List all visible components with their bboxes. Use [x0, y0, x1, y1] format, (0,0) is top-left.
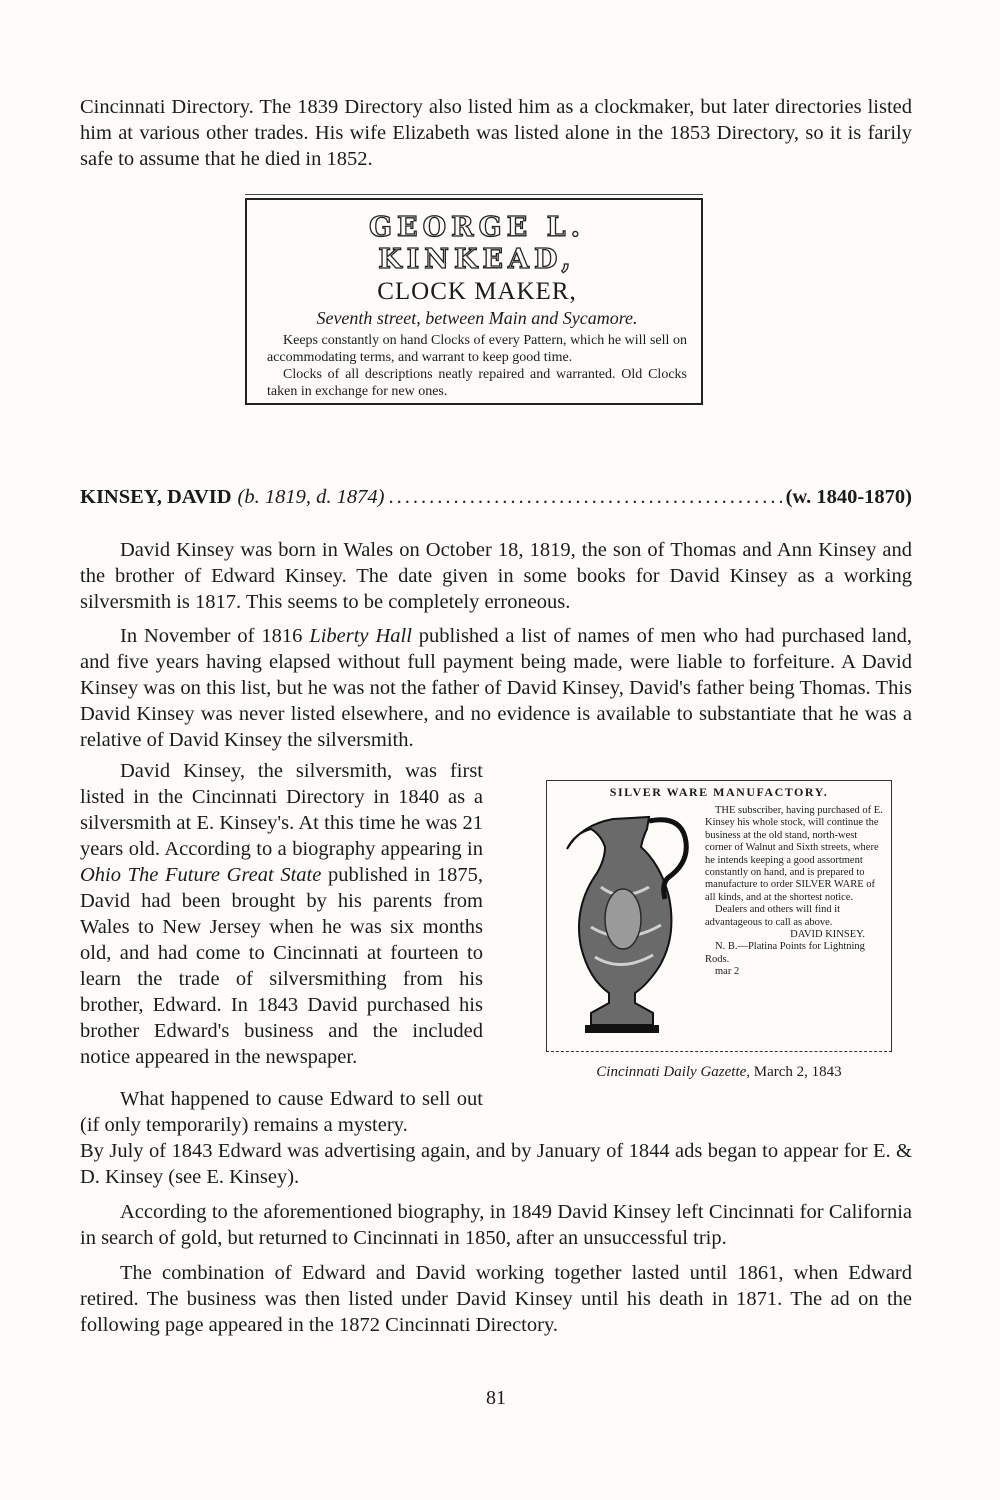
- paragraph: [80, 623, 912, 753]
- entry-heading: [80, 484, 912, 510]
- figure-caption: [546, 1064, 892, 1081]
- ad-signature: DAVID KINSEY.: [790, 929, 865, 941]
- ad-line: Keeps constantly on hand Clocks of every Pattern, which he will sell on accommodating terms, and warrant to keep good time.: [267, 333, 687, 365]
- newspaper-title: Liberty Hall: [309, 625, 412, 647]
- ad-line: Dealers and others will find it advantageous to call as above.: [705, 904, 841, 928]
- kinkead-clock-maker-advertisement: [245, 198, 703, 405]
- text-run: David Kinsey, the silversmith, was first listed in the Cincinnati Directory in 1840 as a silversmith at E. Kinsey's. At this time he was 21 years old. According to a biography appearing in: [80, 760, 483, 860]
- ad-date: mar 2: [715, 966, 740, 978]
- text-run: published in 1875, David had been brought by his parents from Wales to New Jersey when he was six months old, and had come to Cincinnati at fourteen to learn the trade of silversmithing from his brother, Edward. In 1843 David purchased his brother Edward's business and the included notice appeared in the newspaper.: [80, 864, 484, 1068]
- closing-section: [80, 1138, 912, 1338]
- text-run: published a list of names of men who had purchased land, and five years having elapsed without full payment being made, were liable to forfeiture.: [80, 625, 912, 673]
- ad-trade: CLOCK MAKER,: [377, 278, 577, 305]
- paragraph: David Kinsey was born in Wales on October 18, 1819, the son of Thomas and Ann Kinsey and the brother of Edward Kinsey. The date given in some books for David Kinsey as a working silversmith is 1817. This seems to be completely erroneous.: [80, 539, 912, 613]
- ad-text: [705, 805, 885, 979]
- text-run: A David Kinsey was on this list, but he was not the father of David Kinsey, David's father being Thomas. This David Kinsey was never listed elsewhere, and no evidence is available to substantiate that he was a relative of David Kinsey the silversmith.: [80, 651, 912, 751]
- caption-source: Cincinnati Daily Gazette,: [596, 1064, 751, 1080]
- caption-date: March 2, 1843: [750, 1064, 842, 1080]
- page-number: 81: [486, 1387, 506, 1409]
- paragraph: The combination of Edward and David working together lasted until 1861, when Edward retired. The business was then listed under David Kinsey until his death in 1871. The ad on the following page appeared in the 1872 Cincinnati Directory.: [80, 1262, 912, 1336]
- biography-section: [80, 537, 912, 753]
- silver-ware-advertisement: [546, 780, 892, 1052]
- ad-line: Clocks of all descriptions neatly repaired and warranted. Old Clocks taken in exchange for new ones.: [267, 367, 687, 399]
- text-run: In November of 1816: [120, 625, 310, 647]
- entry-working-years: (w. 1840-1870): [785, 486, 912, 508]
- ewer-illustration: [561, 807, 696, 1039]
- ad-note: N. B.—Platina Points for Lightning Rods.: [705, 941, 865, 965]
- intro-paragraph: Cincinnati Directory. The 1839 Directory also listed him as a clockmaker, but later directories listed him at various other trades. His wife Elizabeth was listed alone in the 1853 Directory, so it is farily safe to assume that he died in 1852.: [80, 96, 912, 170]
- ad-name: GEORGE L. KINKEAD,: [368, 212, 586, 275]
- entry-dates: (b. 1819, d. 1874): [237, 486, 385, 508]
- leader-dots: [388, 484, 781, 510]
- book-title: Ohio The Future Great State: [80, 864, 322, 886]
- paragraph: According to the aforementioned biography, in 1849 David Kinsey left Cincinnati for California in search of gold, but returned to Cincinnati in 1850, after an unsuccessful trip.: [80, 1201, 912, 1249]
- paragraph: [80, 758, 483, 1070]
- ad-line: THE subscriber, having purchased of E. Kinsey his whole stock, will continue the business at the old stand, north-west corner of Walnut and Sixth streets, where he intends keeping a good assortment constantly on hand, and is prepared to manufacture to order SILVER WARE of all kinds, and at the shortest notice.: [705, 805, 883, 903]
- ad-title: SILVER WARE MANUFACTORY.: [609, 785, 829, 799]
- entry-name: KINSEY, DAVID: [80, 486, 232, 508]
- paragraph: By July of 1843 Edward was advertising again, and by January of 1844 ads began to appear for E. & D. Kinsey (see E. Kinsey).: [80, 1140, 912, 1188]
- ad-body: [267, 332, 687, 400]
- paragraph: What happened to cause Edward to sell out (if only temporarily) remains a mystery.: [80, 1088, 483, 1136]
- ad-address: Seventh street, between Main and Sycamore.: [316, 308, 638, 328]
